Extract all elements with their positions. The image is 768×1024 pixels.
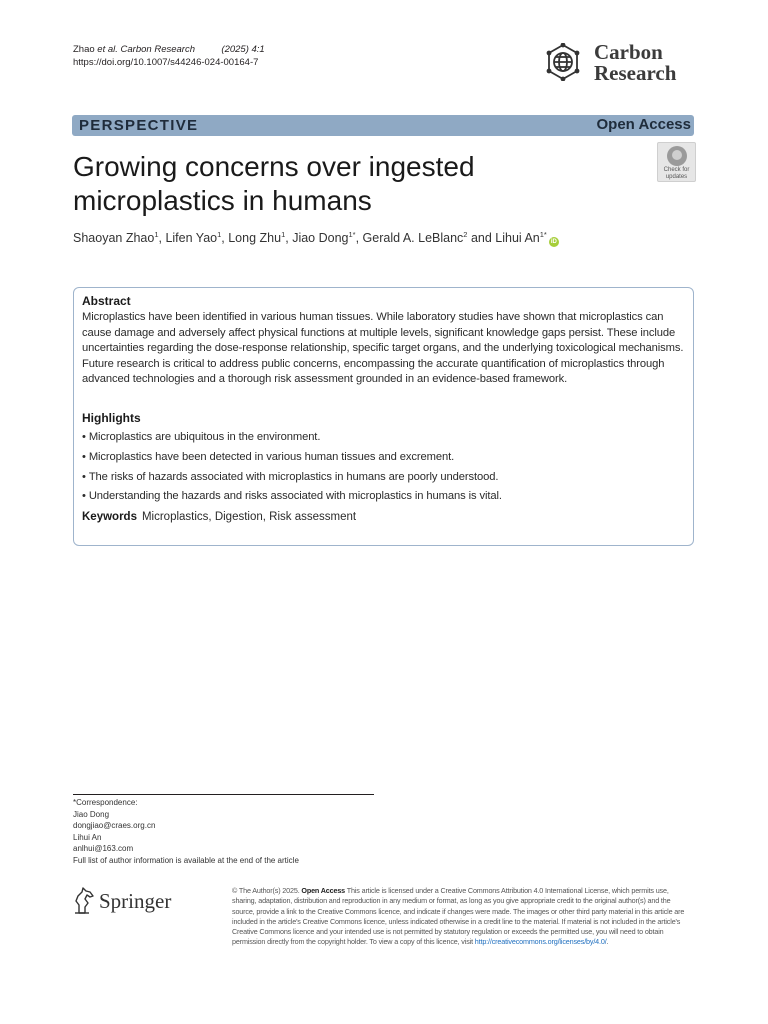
article-type-label: PERSPECTIVE (79, 117, 199, 134)
email-link[interactable]: dongjiao@craes.org.cn (73, 821, 156, 830)
highlights-heading: Highlights (82, 410, 141, 425)
keywords-label: Keywords (82, 511, 137, 524)
springer-horse-icon (73, 887, 97, 915)
orcid-icon[interactable]: iD (550, 239, 557, 245)
author-list: Shaoyan Zhao$^1$, Lifen Yao$^1$, Long Zhu$^1$, Jiao Dong$^{1*}$, Gerald A. LeBlanc$^2$ and Lihui $An^{1*}iD$ (73, 230, 557, 245)
check-for-updates-badge[interactable]: Check for updates (657, 142, 696, 182)
author-name[interactable]: Lifen Yao (165, 231, 218, 245)
highlight-item: • Understanding the hazards and risks associated with microplastics in humans is vital. (82, 487, 685, 507)
abstract-heading: Abstract (82, 294, 131, 308)
citation-block (73, 43, 265, 69)
author-name[interactable]: Lihui An (495, 231, 540, 245)
email-link[interactable]: anlhui@163.com (73, 844, 134, 853)
doi-link[interactable]: https://doi.org/10.1007/s44246-024-00164-7 (73, 57, 259, 68)
carbon-globe-icon (546, 43, 580, 81)
check-updates-icon (667, 146, 687, 166)
springer-logo (73, 887, 183, 917)
author-name[interactable]: Long Zhu (228, 231, 282, 245)
abstract-text: Microplastics have been identified in various human tissues. While laboratory studies have shown that microplastics can cause damage and adversely affect physical functions at multiple levels, significant knowledge gaps persist. These include uncertainties regarding the dose-response relationship, specific target organs, and the underlying toxicological mechanisms. Future research is critical to address public concerns, encompassing the accurate quantification of microplastics through advanced technologies and a thorough risk assessment grounded in an evidence-based framework. (82, 311, 684, 386)
citation-journal: et al. Carbon Research (97, 44, 195, 55)
abstract-box (73, 287, 694, 546)
highlight-item: • Microplastics have been detected in various human tissues and excrement. (82, 448, 685, 468)
author-name[interactable]: Gerald A. LeBlanc (362, 231, 464, 245)
article-title: Growing concerns over ingested microplastics in humans (73, 151, 475, 216)
license-text: © The Author(s) 2025. Open Access This article is licensed under a Creative Commons Attribution 4.0 International License, which permits use, sharing, adaptation, distribution and reproduction in any medium or format, as long as you give appropriate credit to the original author(s) and the source, provide a link to the Creative Commons licence, and indicate if changes were made. The images or other third party material in this article are included in the article's Creative Commons licence, unless indicated otherwise in a credit line to the material. If material is not included in the article's Creative Commons licence and your intended use is not permitted by statutory regulation or exceeds the permitted use, you will need to obtain permission directly from the copyright holder. To view a copy of this licence, visit http://creativecommons.org/licenses/by/4.0/. (232, 886, 685, 947)
highlight-item: • Microplastics are ubiquitous in the environment. (82, 428, 685, 448)
keywords-text: Microplastics, Digestion, Risk assessment (141, 511, 357, 524)
keywords (82, 509, 685, 525)
highlights-list (82, 428, 685, 507)
citation-volume: (2025) 4:1 (221, 44, 265, 55)
correspondence-footnote: *Correspondence: Jiao Dong dongjiao@craes.org.cn Lihui An anlhui@163.com Full list of author information is available at the end of the article (73, 798, 299, 865)
footnote-divider (73, 794, 374, 795)
author-name[interactable]: Shaoyan Zhao (73, 231, 155, 245)
license-link[interactable]: http://creativecommons.org/licenses/by/4.0/ (474, 937, 607, 947)
journal-name: Carbon Research (594, 40, 677, 85)
author-name[interactable]: Jiao Dong (292, 231, 349, 245)
citation-author: Zhao (73, 44, 95, 55)
highlight-item: • The risks of hazards associated with microplastics in humans are poorly understood. (82, 468, 685, 488)
publisher-name: Springer (99, 889, 172, 913)
journal-logo (546, 42, 696, 86)
open-access-label: Open Access (596, 116, 691, 133)
article-type-banner (72, 115, 694, 136)
citation-line (73, 43, 265, 56)
